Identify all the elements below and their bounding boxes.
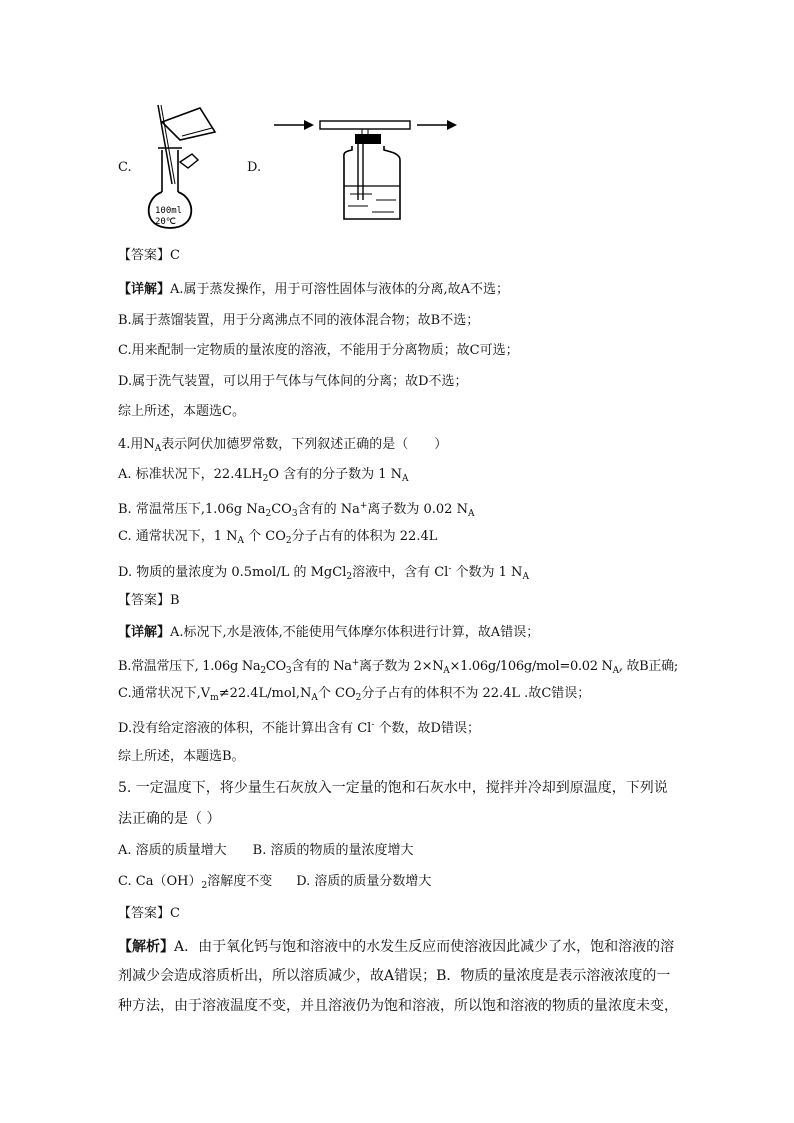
subscript: 3 [285, 666, 292, 676]
q3-summary: 综上所述，本题选C。 [118, 404, 245, 419]
text: 分子占有的体积不为 22.4L .故C错误； [361, 686, 591, 701]
subscript: 2 [346, 572, 353, 582]
option-d: D. 溶质的质量分数增大 [296, 874, 432, 889]
text: D. 物质的量浓度为 0.5mol/L 的 MgCl [118, 565, 347, 580]
superscript: - [371, 720, 375, 730]
option-a: A. 溶质的质量增大 [118, 843, 227, 858]
q4-detail-3 [118, 685, 590, 707]
superscript: - [448, 564, 452, 574]
q5-stem-2: 法正确的是（ ） [118, 811, 221, 827]
text: O 含有的分子数为 1 N [268, 467, 403, 482]
detail-tag: 【详解】 [118, 625, 171, 640]
q4-detail-1 [118, 624, 539, 642]
text: 溶液中，含有 Cl [352, 565, 449, 580]
text: 离子数为 0.02 N [367, 502, 468, 517]
text: 个 CO [244, 529, 286, 544]
text: 分子占有的体积为 22.4L [291, 529, 438, 544]
text: C. 通常状况下，1 N [118, 529, 238, 544]
option-c-label: C. [118, 160, 132, 175]
option-b: B. 溶质的物质的量浓度增大 [252, 843, 414, 858]
q4-option-b [118, 497, 474, 523]
subscript: 3 [291, 509, 298, 519]
text: 含有的 Na [297, 502, 360, 517]
text: 个数为 1 N [451, 565, 523, 580]
option-c: C. Ca（OH） [118, 874, 202, 889]
subscript: A [443, 666, 450, 676]
q3-detail-3: C.用来配制一定物质的量浓度的溶液，不能用于分离物质；故C可选； [118, 343, 519, 358]
q4-option-d [118, 560, 529, 586]
text: D.没有给定溶液的体积，不能计算出含有 Cl [118, 721, 372, 736]
q4-option-a [118, 466, 409, 488]
flask-volume-text: 100ml [155, 206, 183, 216]
text: B. 常温常压下,1.06g Na [118, 502, 266, 517]
q4-stem [118, 436, 447, 458]
text: 离子数为 2×N [359, 659, 444, 674]
subscript: A [237, 536, 245, 546]
option-c: 溶解度不变 [207, 874, 273, 889]
analysis-text: A．由于氧化钙与饱和溶液中的水发生反应而使溶液因此减少了水，饱和溶液的溶 [174, 939, 675, 955]
q5-analysis-2: 剂减少会造成溶质析出，所以溶质减少，故A错误；B．物质的量浓度是表示溶液浓度的一 [118, 968, 671, 984]
detail-tag: 【详解】 [118, 282, 171, 297]
gas-washing-bottle-figure [272, 112, 462, 222]
text: ≠22.4L/mol,N [218, 686, 312, 701]
flask-temp-text: 20℃ [155, 217, 176, 227]
stem-part: N [143, 437, 155, 452]
stem-part: 表示阿伏加德罗常数，下列叙述正确的是（ ） [161, 437, 448, 452]
q4-summary: 综上所述，本题选B。 [118, 749, 245, 764]
q5-stem-1: 5. 一定温度下，将少量生石灰放入一定量的饱和石灰水中，搅拌并冷却到原温度，下列说 [118, 780, 668, 796]
subscript: A [522, 572, 529, 582]
subscript: 2 [201, 881, 208, 891]
q5-answer: 【答案】C [118, 906, 180, 921]
subscript: m [210, 693, 219, 703]
text: CO [271, 502, 292, 517]
subscript: 2 [355, 693, 362, 703]
text: , 故B正确; [618, 659, 678, 674]
q4-detail-4 [118, 716, 480, 738]
text: ×1.06g/106g/mol=0.02 N [449, 659, 613, 674]
q3-detail-1 [118, 281, 509, 299]
text: B.常温常压下, 1.06g Na [118, 659, 261, 674]
q5-options-cd [118, 873, 431, 895]
subscript: A [311, 693, 318, 703]
text: 个数，故D错误； [374, 721, 480, 736]
q5-options-ab [118, 842, 413, 860]
text: A. 标准状况下，22.4LH [118, 467, 263, 482]
q4-answer: 【答案】B [118, 593, 180, 608]
subscript: 2 [285, 536, 292, 546]
q5-analysis-1 [118, 938, 674, 956]
subscript: A [154, 444, 162, 454]
stem-part: 4.用 [118, 437, 144, 452]
subscript: 2 [265, 509, 272, 519]
volumetric-flask-figure [140, 100, 230, 235]
subscript: 2 [260, 666, 266, 676]
detail-text: A.属于蒸发操作，用于可溶性固体与液体的分离,故A不选； [170, 282, 510, 297]
subscript: A [467, 509, 475, 519]
text: 个 CO [317, 686, 356, 701]
q3-detail-2: B.属于蒸馏装置，用于分离沸点不同的液体混合物；故B不选； [118, 313, 480, 328]
superscript: + [351, 658, 359, 668]
option-d-label: D. [247, 160, 262, 175]
text: CO [265, 659, 286, 674]
detail-text: A.标况下,水是液体,不能使用气体摩尔体积进行计算，故A错误； [170, 625, 540, 640]
q4-detail-2 [118, 654, 678, 680]
q5-analysis-3: 种方法，由于溶液温度不变，并且溶液仍为饱和溶液，所以饱和溶液的物质的量浓度未变， [118, 998, 678, 1014]
text: 含有的 Na [291, 659, 352, 674]
q3-answer: 【答案】C [118, 248, 180, 263]
subscript: A [402, 474, 409, 484]
subscript: A [612, 666, 619, 676]
superscript: + [359, 501, 368, 511]
text: C.通常状况下,V [118, 686, 211, 701]
analysis-tag: 【解析】 [118, 939, 174, 955]
subscript: 2 [262, 474, 269, 484]
q3-detail-4: D.属于洗气装置，可以用于气体与气体间的分离；故D不选； [118, 374, 468, 389]
q4-option-c [118, 528, 437, 550]
